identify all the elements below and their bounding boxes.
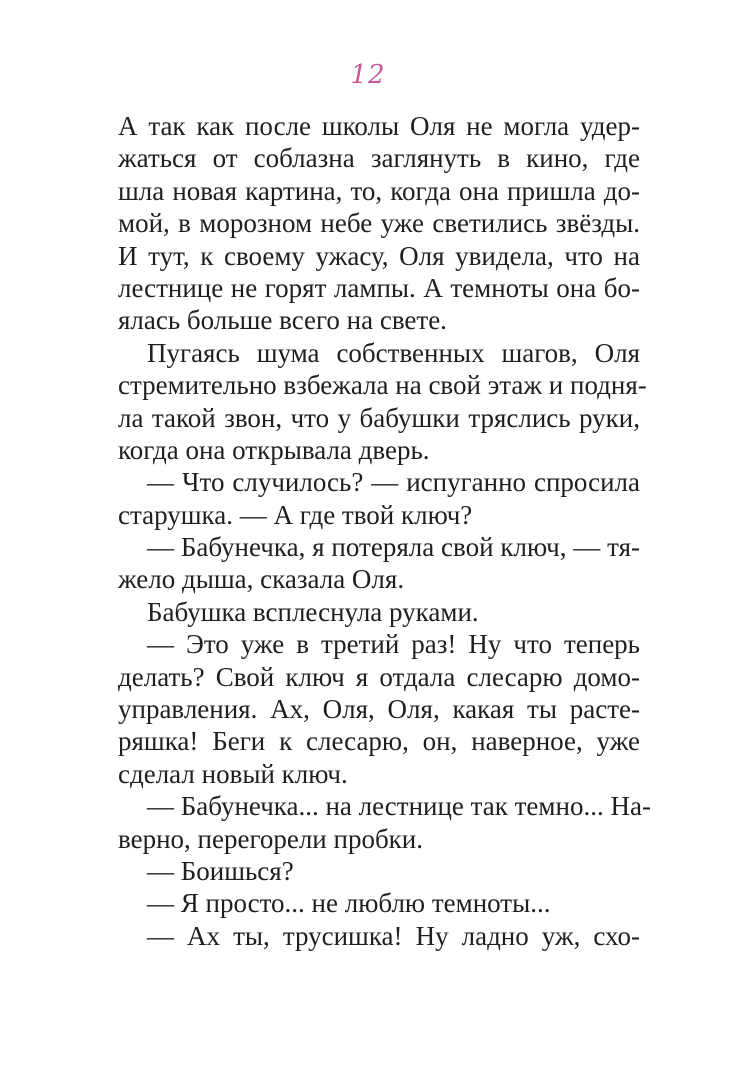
- text-line: — Ах ты, трусишка! Ну ладно уж, схо-: [147, 920, 640, 951]
- text-line: стремительно взбежала на свой этаж и подня-: [118, 370, 647, 401]
- text-line: лестнице не горят лампы. А темноты она бо-: [118, 272, 640, 303]
- text-line: жело дыша, сказала Оля.: [118, 564, 405, 595]
- text-line: Пугаясь шума собственных шагов, Оля: [147, 337, 640, 368]
- text-line: мой, в морозном небе уже светились звёзды.: [118, 208, 640, 239]
- text-line: — Я просто... не люблю темноты...: [147, 888, 551, 919]
- text-line: старушка. — А где твой ключ?: [118, 499, 473, 530]
- text-line: когда она открывала дверь.: [118, 434, 430, 465]
- text-line: управления. Ах, Оля, Оля, какая ты расте-: [118, 694, 640, 725]
- text-line: Бабушка всплеснула руками.: [147, 596, 479, 627]
- text-line: ялась больше всего на свете.: [118, 305, 447, 336]
- text-line: жаться от соблазна заглянуть в кино, где: [118, 143, 640, 174]
- text-line: — Боишься?: [147, 855, 294, 886]
- text-line: сделал новый ключ.: [118, 758, 348, 789]
- page-number: 12: [350, 60, 386, 90]
- text-line: ряшка! Беги к слесарю, он, наверное, уже: [118, 726, 640, 757]
- text-line: ла такой звон, что у бабушки тряслись руки,: [118, 402, 640, 433]
- text-line: шла новая картина, то, когда она пришла до-: [118, 175, 640, 206]
- text-line: — Это уже в третий раз! Ну что теперь: [147, 629, 640, 660]
- text-line: И тут, к своему ужасу, Оля увидела, что на: [118, 240, 640, 271]
- text-line: А так как после школы Оля не могла удер-: [118, 111, 640, 141]
- page-text: [118, 110, 651, 952]
- text-line: делать? Свой ключ я отдала слесарю домо-: [118, 661, 640, 692]
- text-line: — Что случилось? — испуганно спросила: [147, 467, 640, 498]
- text-line: — Бабунечка... на лестнице так темно... На-: [147, 791, 651, 822]
- text-line: — Бабунечка, я потеряла свой ключ, — тя-: [147, 532, 640, 563]
- text-line: верно, перегорели пробки.: [118, 823, 424, 854]
